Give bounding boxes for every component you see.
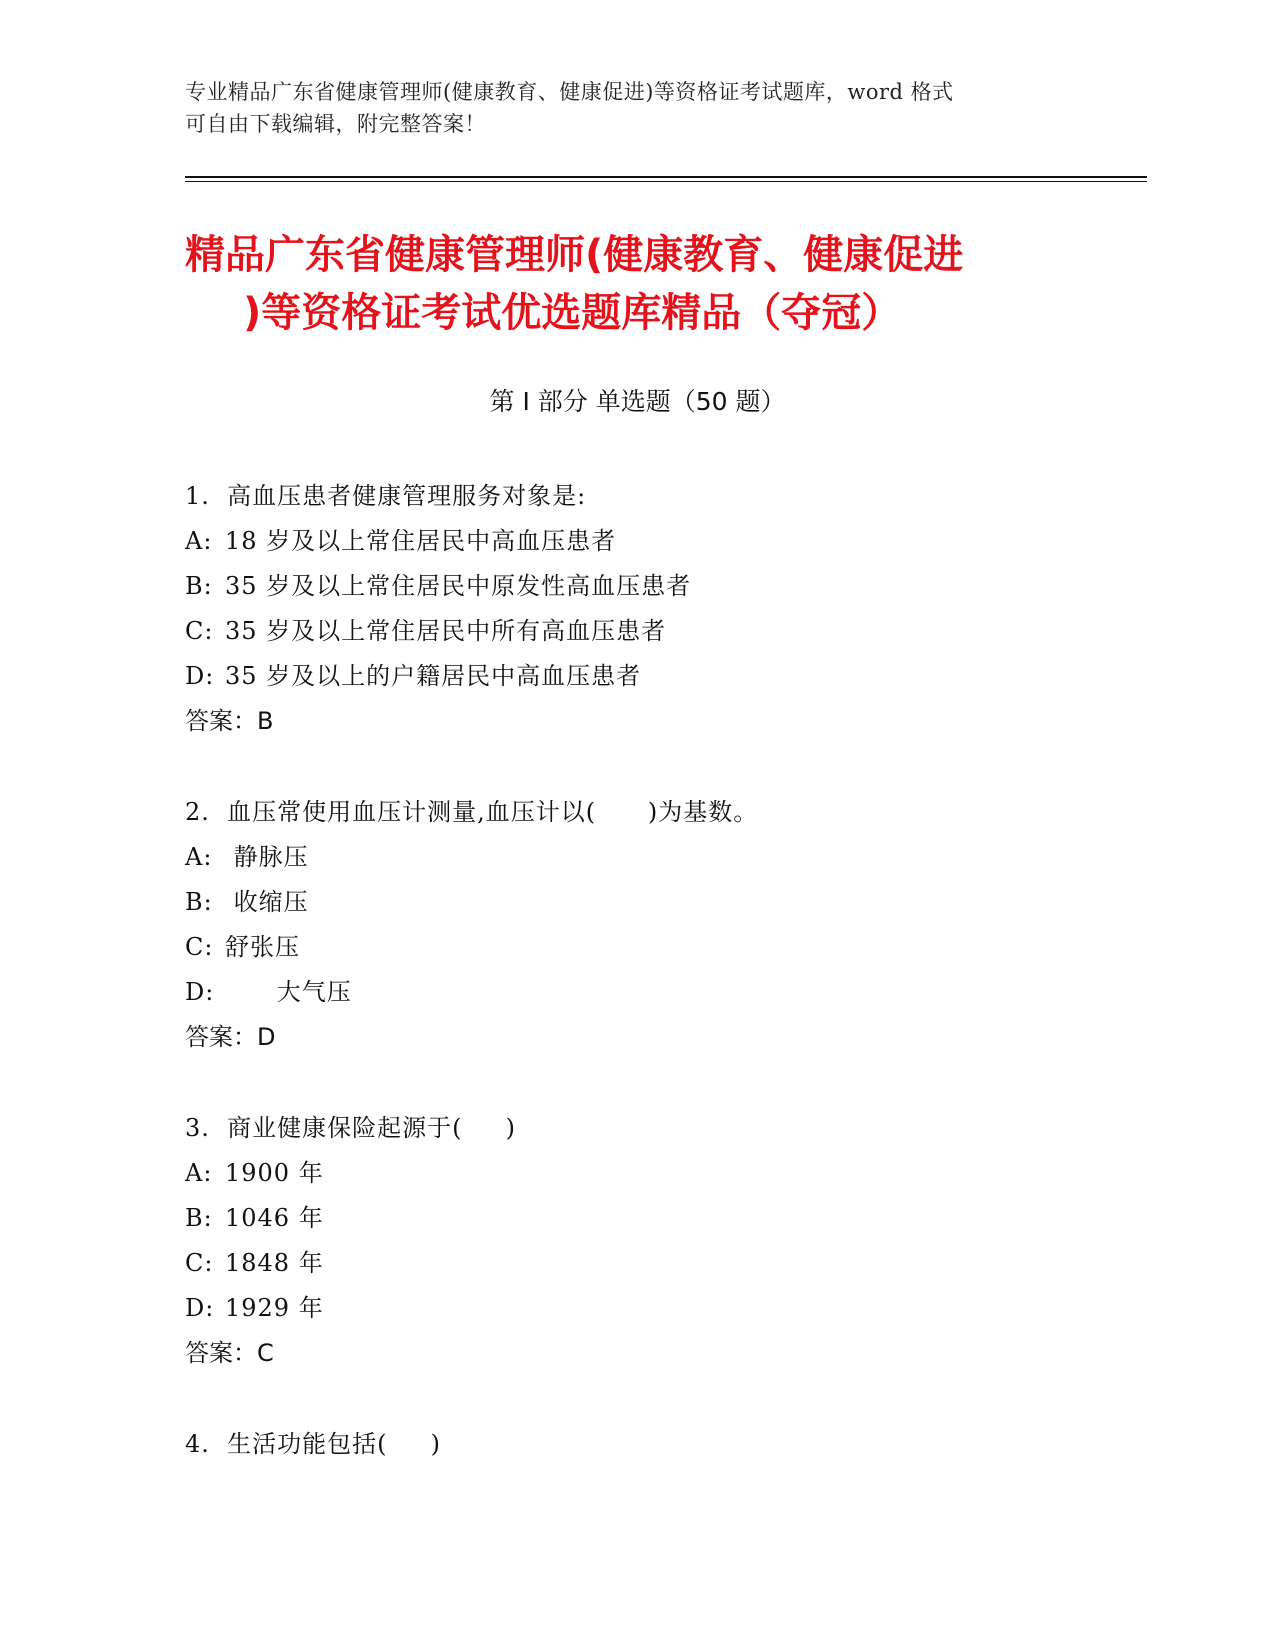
option-a (185, 1151, 1085, 1196)
option-d (185, 654, 1085, 699)
option-text: 35 岁及以上常住居民中原发性高血压患者 (225, 572, 692, 600)
option-text: 收缩压 (225, 888, 309, 916)
option-letter: A: (185, 527, 213, 555)
option-b (185, 564, 1085, 609)
option-b (185, 880, 1085, 925)
answer: 答案：B (185, 707, 274, 735)
option-a (185, 835, 1085, 880)
option-letter: C: (185, 933, 214, 961)
option-letter: B: (185, 888, 213, 916)
question-1 (185, 474, 1085, 744)
option-letter: A: (185, 1159, 213, 1187)
option-c (185, 609, 1085, 654)
option-letter: D: (185, 662, 215, 690)
option-text: 1848 年 (225, 1249, 324, 1277)
option-d (185, 970, 1085, 1015)
option-text: 18 岁及以上常住居民中高血压患者 (225, 527, 617, 555)
option-text: 35 岁及以上的户籍居民中高血压患者 (225, 662, 642, 690)
option-d (185, 1286, 1085, 1331)
option-text: 大气压 (225, 978, 352, 1006)
header-divider-thin (185, 181, 1147, 182)
document-title (185, 226, 1085, 342)
question-list (185, 474, 1085, 1513)
option-letter: B: (185, 1204, 213, 1232)
option-text: 1046 年 (225, 1204, 324, 1232)
option-text: 静脉压 (225, 843, 309, 871)
section-heading: 第 I 部分 单选题（50 题） (489, 387, 786, 416)
option-letter: D: (185, 1294, 215, 1322)
answer: 答案：D (185, 1023, 276, 1051)
option-letter: A: (185, 843, 213, 871)
option-a (185, 519, 1085, 564)
option-text: 舒张压 (225, 933, 300, 961)
question-3 (185, 1106, 1085, 1376)
document-title-line-2: )等资格证考试优选题库精品（夺冠） (243, 290, 902, 336)
option-letter: C: (185, 1249, 214, 1277)
question-stem: 4. 生活功能包括( ) (185, 1430, 442, 1458)
header-note-line-1: 专业精品广东省健康管理师(健康教育、健康促进)等资格证考试题库，word 格式 (185, 80, 954, 104)
question-stem: 3. 商业健康保险起源于( ) (185, 1114, 517, 1142)
answer: 答案：C (185, 1339, 274, 1367)
header-note-line-2: 可自由下载编辑，附完整答案！ (185, 112, 486, 136)
option-c (185, 1241, 1085, 1286)
option-c (185, 925, 1085, 970)
question-4 (185, 1422, 1085, 1467)
document-title-line-1: 精品广东省健康管理师(健康教育、健康促进 (185, 232, 964, 278)
option-letter: D: (185, 978, 215, 1006)
option-text: 1929 年 (225, 1294, 324, 1322)
header-note (185, 76, 1065, 140)
option-b (185, 1196, 1085, 1241)
question-2 (185, 790, 1085, 1060)
question-stem: 1. 高血压患者健康管理服务对象是: (185, 482, 587, 510)
header-divider-thick (185, 176, 1147, 178)
option-text: 35 岁及以上常住居民中所有高血压患者 (225, 617, 667, 645)
option-letter: C: (185, 617, 214, 645)
option-letter: B: (185, 572, 213, 600)
question-stem: 2. 血压常使用血压计测量,血压计以( )为基数。 (185, 798, 759, 826)
option-text: 1900 年 (225, 1159, 324, 1187)
